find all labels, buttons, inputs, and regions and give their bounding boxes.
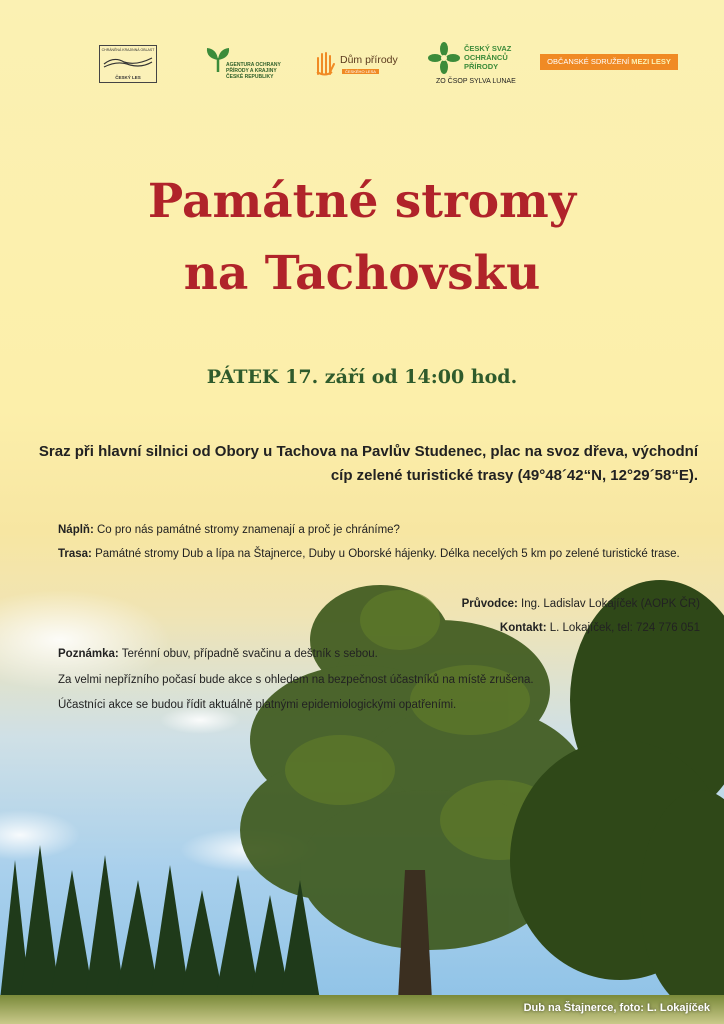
photo-caption: Dub na Štajnerce, foto: L. Lokajíček — [523, 1002, 710, 1014]
aopk-line-2: PŘÍRODY A KRAJINY — [226, 68, 277, 74]
event-date: PÁTEK 17. září od 14:00 hod. — [206, 366, 518, 388]
info-epidemic-note: Účastníci akce se budou řídit aktuálně platnými epidemiologickými opatřeními. — [58, 699, 457, 711]
aopk-logo — [204, 44, 284, 84]
mezi-lesy-bold: MEZI LESY — [631, 57, 671, 66]
poznamka-label: Poznámka: — [58, 648, 119, 660]
info-kontakt — [500, 622, 700, 634]
dum-prirody-name: Dům přírody — [340, 54, 398, 66]
csop-line-1: ČESKÝ SVAZ — [464, 44, 512, 53]
poznamka-text: Terénní obuv, případně svačinu a deštník s sebou. — [118, 648, 378, 660]
csop-line-2: OCHRÁNCŮ — [464, 53, 508, 62]
naplne-label: Náplň: — [58, 524, 94, 536]
pruvodce-text: Ing. Ladislav Lokajíček (AOPK ČR) — [517, 598, 700, 610]
csop-line-3: PŘÍRODY — [464, 62, 499, 71]
dum-prirody-logo — [314, 50, 398, 80]
chko-bottom-text: ČESKÝ LES — [115, 75, 141, 80]
flower-icon — [428, 42, 460, 74]
kontakt-text: L. Lokajíček, tel: 724 776 051 — [546, 622, 700, 634]
chko-top-text: CHRÁNĚNÁ KRAJINNÁ OBLAST — [101, 48, 155, 52]
title-line-2: na Tachovsku — [183, 246, 541, 301]
aopk-line-1: AGENTURA OCHRANY — [226, 62, 281, 68]
mezi-lesy-prefix: OBČANSKÉ SDRUŽENÍ — [547, 57, 632, 66]
info-pruvodce — [462, 598, 700, 610]
info-weather-note: Za velmi nepřízního počasí bude akce s ohledem na bezpečnost účastníků na místě zrušena. — [58, 674, 534, 686]
trasa-label: Trasa: — [58, 548, 92, 560]
title-line-1: Památné stromy — [147, 174, 577, 229]
meeting-line-1: Sraz při hlavní silnici od Obory u Tachova na Pavlův Studenec, plac na svoz dřeva, východní — [38, 443, 698, 460]
trasa-text: Památné stromy Dub a lípa na Štajnerce, Duby u Oborské hájenky. Délka necelých 5 km po zelené turistické trase. — [91, 548, 680, 560]
page-title — [0, 166, 724, 310]
mountains-icon — [100, 52, 156, 70]
chko-cesky-les-logo — [99, 45, 157, 83]
kontakt-label: Kontakt: — [499, 622, 547, 634]
hand-icon — [314, 50, 336, 76]
info-poznamka — [58, 648, 378, 660]
naplne-text: Co pro nás památné stromy znamenají a proč je chráníme? — [93, 524, 400, 536]
pruvodce-label: Průvodce: — [461, 598, 518, 610]
info-trasa — [58, 548, 680, 560]
csop-subtext: ZO ČSOP SYLVA LUNAE — [436, 78, 516, 85]
info-naplne — [58, 524, 400, 536]
mezi-lesy-logo — [540, 54, 678, 70]
dum-prirody-sub: ČESKÉHO LESA — [342, 69, 379, 74]
csop-logo — [428, 42, 538, 90]
meeting-point — [38, 440, 698, 488]
aopk-line-3: ČESKÉ REPUBLIKY — [226, 74, 274, 80]
meeting-line-2: cíp zelené turistické trasy (49°48´42“N, 12°29´58“E). — [330, 467, 698, 484]
